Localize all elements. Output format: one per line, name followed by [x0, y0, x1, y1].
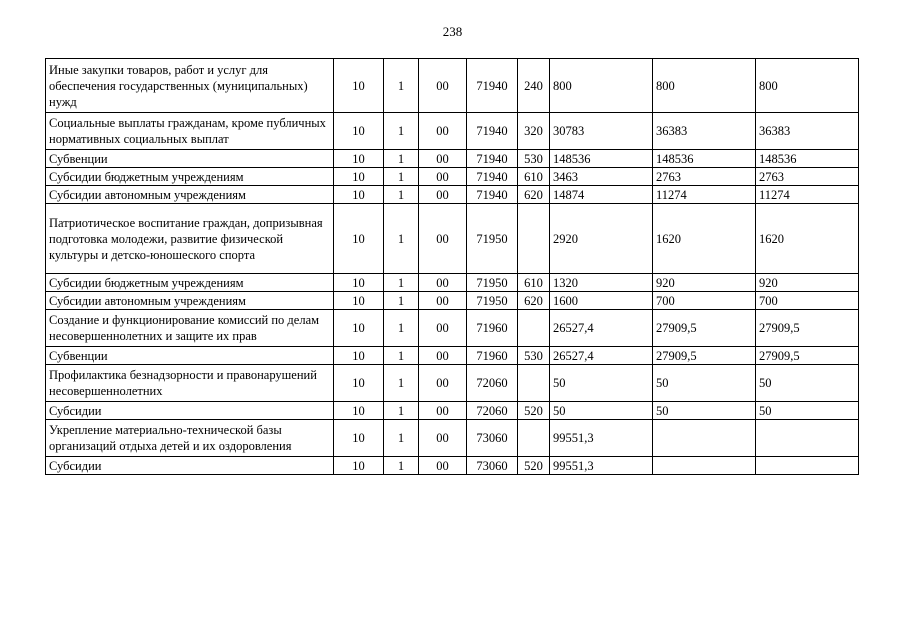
subsection-code: 1 [384, 402, 419, 420]
program-code: 00 [419, 204, 467, 274]
expense-type-code: 530 [518, 150, 550, 168]
section-code: 10 [334, 204, 384, 274]
target-item-code: 71950 [467, 204, 518, 274]
section-code: 10 [334, 402, 384, 420]
target-item-code: 71950 [467, 292, 518, 310]
row-name: Субсидии бюджетным учреждениям [46, 274, 334, 292]
expense-type-code: 320 [518, 113, 550, 150]
row-name: Укрепление материально-технической базы организаций отдыха детей и их оздоровления [46, 420, 334, 457]
amount-year-3: 11274 [756, 186, 859, 204]
subsection-code: 1 [384, 310, 419, 347]
program-code: 00 [419, 186, 467, 204]
table-row [46, 310, 859, 347]
amount-year-3: 2763 [756, 168, 859, 186]
program-code: 00 [419, 420, 467, 457]
amount-year-2: 11274 [653, 186, 756, 204]
amount-year-3 [756, 420, 859, 457]
target-item-code: 71960 [467, 347, 518, 365]
section-code: 10 [334, 310, 384, 347]
target-item-code: 73060 [467, 457, 518, 475]
subsection-code: 1 [384, 186, 419, 204]
section-code: 10 [334, 347, 384, 365]
table-row [46, 402, 859, 420]
subsection-code: 1 [384, 292, 419, 310]
section-code: 10 [334, 59, 384, 113]
target-item-code: 73060 [467, 420, 518, 457]
row-name: Субсидии [46, 402, 334, 420]
subsection-code: 1 [384, 59, 419, 113]
subsection-code: 1 [384, 457, 419, 475]
program-code: 00 [419, 150, 467, 168]
subsection-code: 1 [384, 347, 419, 365]
amount-year-3: 27909,5 [756, 310, 859, 347]
amount-year-2: 2763 [653, 168, 756, 186]
subsection-code: 1 [384, 365, 419, 402]
subsection-code: 1 [384, 274, 419, 292]
program-code: 00 [419, 274, 467, 292]
target-item-code: 71940 [467, 150, 518, 168]
section-code: 10 [334, 150, 384, 168]
expense-type-code: 610 [518, 274, 550, 292]
amount-year-1: 99551,3 [550, 457, 653, 475]
target-item-code: 71940 [467, 168, 518, 186]
section-code: 10 [334, 420, 384, 457]
table-row [46, 420, 859, 457]
section-code: 10 [334, 457, 384, 475]
amount-year-1: 50 [550, 365, 653, 402]
amount-year-3: 50 [756, 365, 859, 402]
expense-type-code: 520 [518, 402, 550, 420]
subsection-code: 1 [384, 168, 419, 186]
amount-year-1: 1320 [550, 274, 653, 292]
expense-type-code [518, 420, 550, 457]
amount-year-2: 1620 [653, 204, 756, 274]
target-item-code: 71960 [467, 310, 518, 347]
program-code: 00 [419, 59, 467, 113]
table-row [46, 168, 859, 186]
expense-type-code: 620 [518, 186, 550, 204]
section-code: 10 [334, 274, 384, 292]
table-body [46, 59, 859, 475]
subsection-code: 1 [384, 113, 419, 150]
program-code: 00 [419, 347, 467, 365]
row-name: Субсидии бюджетным учреждениям [46, 168, 334, 186]
table-row [46, 186, 859, 204]
expense-type-code: 530 [518, 347, 550, 365]
expense-type-code: 520 [518, 457, 550, 475]
program-code: 00 [419, 402, 467, 420]
amount-year-1: 3463 [550, 168, 653, 186]
amount-year-3: 1620 [756, 204, 859, 274]
amount-year-1: 99551,3 [550, 420, 653, 457]
table-row [46, 113, 859, 150]
expense-type-code [518, 365, 550, 402]
table-row [46, 457, 859, 475]
amount-year-3: 148536 [756, 150, 859, 168]
program-code: 00 [419, 457, 467, 475]
target-item-code: 71940 [467, 59, 518, 113]
program-code: 00 [419, 168, 467, 186]
section-code: 10 [334, 292, 384, 310]
program-code: 00 [419, 310, 467, 347]
row-name: Субсидии [46, 457, 334, 475]
expense-type-code: 620 [518, 292, 550, 310]
amount-year-2: 920 [653, 274, 756, 292]
amount-year-3: 36383 [756, 113, 859, 150]
subsection-code: 1 [384, 420, 419, 457]
row-name: Патриотическое воспитание граждан, допризывная подготовка молодежи, развитие физической культуры и детско-юношеского спорта [46, 204, 334, 274]
amount-year-2: 50 [653, 365, 756, 402]
amount-year-2: 148536 [653, 150, 756, 168]
program-code: 00 [419, 292, 467, 310]
amount-year-2: 36383 [653, 113, 756, 150]
amount-year-2: 50 [653, 402, 756, 420]
target-item-code: 71940 [467, 113, 518, 150]
amount-year-1: 2920 [550, 204, 653, 274]
amount-year-1: 1600 [550, 292, 653, 310]
amount-year-2: 27909,5 [653, 347, 756, 365]
table-row [46, 150, 859, 168]
amount-year-2 [653, 457, 756, 475]
table-row [46, 204, 859, 274]
section-code: 10 [334, 168, 384, 186]
row-name: Субвенции [46, 347, 334, 365]
amount-year-2: 27909,5 [653, 310, 756, 347]
row-name: Социальные выплаты гражданам, кроме публичных нормативных социальных выплат [46, 113, 334, 150]
amount-year-3: 27909,5 [756, 347, 859, 365]
amount-year-3 [756, 457, 859, 475]
expense-type-code [518, 310, 550, 347]
expense-type-code: 610 [518, 168, 550, 186]
amount-year-1: 30783 [550, 113, 653, 150]
target-item-code: 71950 [467, 274, 518, 292]
amount-year-3: 920 [756, 274, 859, 292]
subsection-code: 1 [384, 150, 419, 168]
amount-year-3: 50 [756, 402, 859, 420]
table-row [46, 274, 859, 292]
expense-type-code [518, 204, 550, 274]
table-row [46, 347, 859, 365]
budget-table [45, 58, 859, 475]
row-name: Субсидии автономным учреждениям [46, 186, 334, 204]
amount-year-1: 26527,4 [550, 347, 653, 365]
target-item-code: 72060 [467, 402, 518, 420]
row-name: Создание и функционирование комиссий по делам несовершеннолетних и защите их прав [46, 310, 334, 347]
section-code: 10 [334, 186, 384, 204]
row-name: Профилактика безнадзорности и правонарушений несовершеннолетних [46, 365, 334, 402]
section-code: 10 [334, 365, 384, 402]
amount-year-2: 800 [653, 59, 756, 113]
amount-year-1: 14874 [550, 186, 653, 204]
table-row [46, 59, 859, 113]
amount-year-1: 26527,4 [550, 310, 653, 347]
program-code: 00 [419, 113, 467, 150]
target-item-code: 72060 [467, 365, 518, 402]
amount-year-2: 700 [653, 292, 756, 310]
section-code: 10 [334, 113, 384, 150]
subsection-code: 1 [384, 204, 419, 274]
table-row [46, 292, 859, 310]
target-item-code: 71940 [467, 186, 518, 204]
row-name: Субвенции [46, 150, 334, 168]
page-number: 238 [442, 24, 463, 39]
amount-year-3: 800 [756, 59, 859, 113]
row-name: Субсидии автономным учреждениям [46, 292, 334, 310]
amount-year-2 [653, 420, 756, 457]
row-name: Иные закупки товаров, работ и услуг для обеспечения государственных (муниципальных) нужд [46, 59, 334, 113]
table-row [46, 365, 859, 402]
amount-year-1: 800 [550, 59, 653, 113]
amount-year-3: 700 [756, 292, 859, 310]
expense-type-code: 240 [518, 59, 550, 113]
amount-year-1: 148536 [550, 150, 653, 168]
amount-year-1: 50 [550, 402, 653, 420]
program-code: 00 [419, 365, 467, 402]
